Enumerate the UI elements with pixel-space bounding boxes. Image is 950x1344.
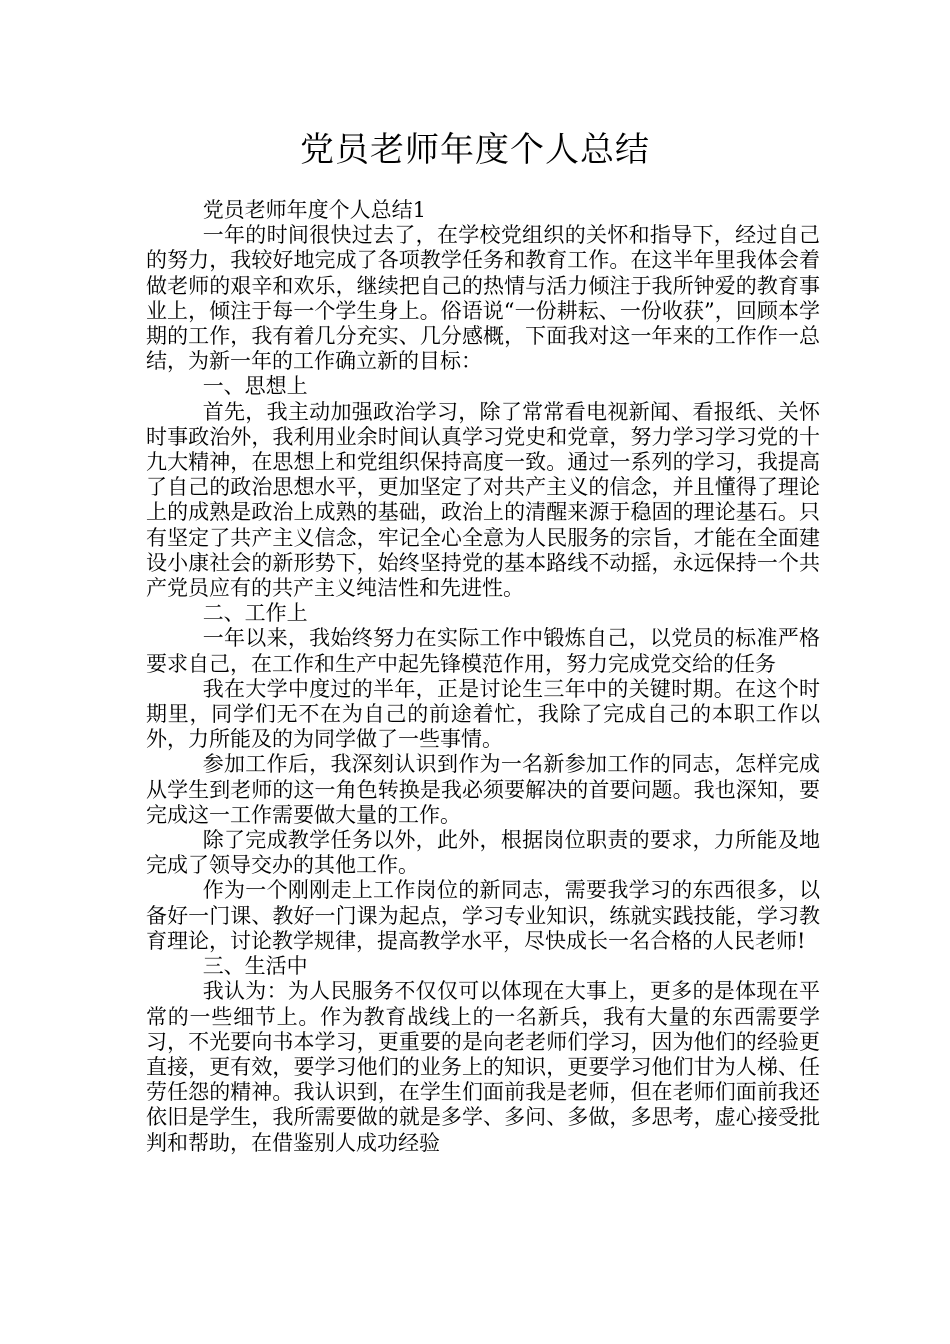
work-paragraph-3: 参加工作后，我深刻认识到作为一名新参加工作的同志，怎样完成从学生到老师的这一角色转换是我必须要解决的首要问题。我也深知，要完成这一工作需要做大量的工作。 — [146, 752, 820, 827]
document-body — [146, 198, 820, 1156]
work-paragraph-2: 我在大学中度过的半年，正是讨论生三年中的关键时期。在这个时期里，同学们无不在为自己的前途着忙，我除了完成自己的本职工作以外，力所能及的为同学做了一些事情。 — [146, 676, 820, 752]
work-paragraph-5: 作为一个刚刚走上工作岗位的新同志，需要我学习的东西很多，以备好一门课、教好一门课为起点，学习专业知识，练就实践技能，学习教育理论，讨论教学规律，提高教学水平，尽快成长一名合格的人民老师! — [146, 878, 820, 953]
intro-paragraph: 一年的时间很快过去了，在学校党组织的关怀和指导下，经过自己的努力，我较好地完成了各项教学任务和教育工作。在这半年里我体会着做老师的艰辛和欢乐，继续把自己的热情与活力倾注于我所钟爱的教育事业上，倾注于每一个学生身上。俗语说“一份耕耘、一份收获”，回顾本学期的工作，我有着几分充实、几分感概，下面我对这一年来的工作作一总结，为新一年的工作确立新的目标： — [146, 223, 820, 374]
document-title: 党员老师年度个人总结 — [300, 130, 650, 170]
subtitle-paragraph: 党员老师年度个人总结1 — [202, 198, 427, 222]
thought-paragraph: 首先，我主动加强政治学习，除了常常看电视新闻、看报纸、关怀时事政治外，我利用业余时间认真学习党史和党章，努力学习学习党的十九大精神，在思想上和党组织保持高度一致。通过一系列的学习，我提高了自己的政治思想水平，更加坚定了对共产主义的信念，并且懂得了理论上的成熟是政治上成熟的基础，政治上的清醒来源于稳固的理论基石。只有坚定了共产主义信念，牢记全心全意为人民服务的宗旨，才能在全面建设小康社会的新形势下，始终坚持党的基本路线不动摇，永远保持一个共产党员应有的共产主义纯洁性和先进性。 — [146, 399, 820, 601]
work-paragraph-1: 一年以来，我始终努力在实际工作中锻炼自己，以党员的标准严格要求自己，在工作和生产中起先锋模范作用，努力完成党交给的任务 — [146, 626, 820, 676]
work-paragraph-4: 除了完成教学任务以外，此外，根据岗位职责的要求，力所能及地完成了领导交办的其他工作。 — [146, 828, 820, 878]
section-heading-life: 三、生活中 — [202, 954, 308, 979]
life-paragraph: 我认为：为人民服务不仅仅可以体现在大事上，更多的是体现在平常的一些细节上。作为教育战线上的一名新兵，我有大量的东西需要学习，不光要向书本学习，更重要的是向老老师们学习，因为他们的经验更直接，更有效，要学习他们的业务上的知识，更要学习他们甘为人梯、任劳任怨的精神。我认识到，在学生们面前我是老师，但在老师们面前我还依旧是学生，我所需要做的就是多学、多问、多做，多思考，虚心接受批判和帮助，在借鉴别人成功经验 — [146, 979, 820, 1155]
section-heading-thought: 一、思想上 — [202, 374, 308, 399]
section-heading-work: 二、工作上 — [202, 601, 308, 626]
